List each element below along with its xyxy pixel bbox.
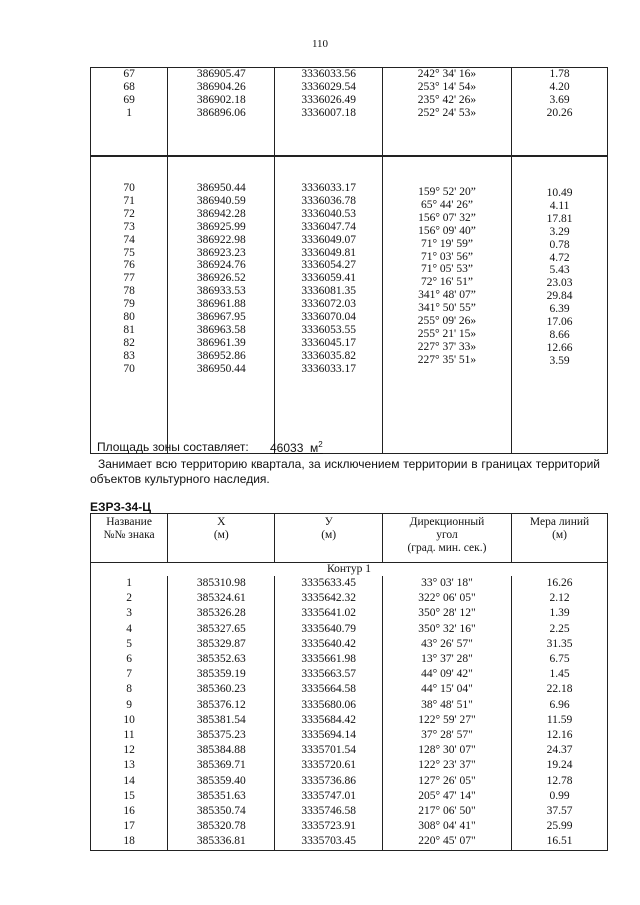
cell-value: 350° 28' 12" xyxy=(418,607,476,620)
cell-value: 386952.86 xyxy=(196,349,246,362)
cell-value: 3335642.32 xyxy=(301,592,356,605)
cell-value: 385369.71 xyxy=(196,759,246,772)
cell-value: 3335701.54 xyxy=(301,744,356,757)
cell-value: 13° 37' 28" xyxy=(421,653,473,666)
cell-value: 385384.88 xyxy=(196,744,246,757)
cell-value: 385350.74 xyxy=(196,805,246,818)
cell-value: 78 xyxy=(123,285,135,298)
cell-value: 16 xyxy=(123,805,135,818)
cell-value: 253° 14' 54» xyxy=(417,80,477,93)
cell-value: 3336045.17 xyxy=(301,336,356,349)
cell-value: 33° 03' 18" xyxy=(421,577,473,589)
cell-value: 3335641.02 xyxy=(301,607,356,620)
coordinates-table-contour-2 xyxy=(90,156,608,454)
cell-value: 3336047.74 xyxy=(301,220,356,233)
cell-value: 3336040.53 xyxy=(301,207,356,220)
page-number: 110 xyxy=(311,38,329,50)
cell-value: 385324.61 xyxy=(196,592,246,605)
direction-angle-column xyxy=(382,157,511,454)
cell-value: 3335694.14 xyxy=(301,729,356,742)
cell-value: 3335640.79 xyxy=(301,622,356,635)
cell-value: 7 xyxy=(126,668,132,681)
cell-value: 386950.44 xyxy=(196,362,246,375)
cell-value: 13 xyxy=(123,759,135,772)
cell-value: 3336059.41 xyxy=(301,272,356,285)
cell-value: 385375.23 xyxy=(196,729,246,742)
cell-value: 11 xyxy=(123,729,135,742)
cell-value: 3336033.17 xyxy=(301,362,356,375)
cell-value: 350° 32' 16" xyxy=(418,622,476,635)
cell-value: 6.75 xyxy=(549,653,570,666)
cell-value: 23.03 xyxy=(546,277,573,290)
cell-value: 386923.23 xyxy=(196,246,246,259)
cell-value: 72° 16' 51” xyxy=(420,276,473,289)
cell-value: 385310.98 xyxy=(196,577,246,589)
cell-value: 15 xyxy=(123,789,135,802)
cell-value: 227° 35' 51» xyxy=(417,353,477,366)
cell-value: 3336029.54 xyxy=(301,80,356,93)
zone-description: Занимает всю территорию квартала, за исключением территории в границах территорий объектов культурного наследия. xyxy=(90,457,600,486)
cell-value: 17.81 xyxy=(546,212,573,225)
cell-value: 3335684.42 xyxy=(301,713,356,726)
cell-value: 8 xyxy=(126,683,132,696)
cell-value: 1.39 xyxy=(549,607,570,620)
cell-value: 74 xyxy=(123,233,135,246)
cell-value: 76 xyxy=(123,259,135,272)
cell-value: 156° 09' 40” xyxy=(418,224,476,237)
cell-value: 3336070.04 xyxy=(301,311,356,324)
header-point-name: Название №№ знака xyxy=(91,514,168,563)
cell-value: 19.24 xyxy=(546,759,573,772)
cell-value: 5.43 xyxy=(549,264,570,277)
cell-value: 38° 48' 51" xyxy=(421,698,473,711)
cell-value: 3335664.58 xyxy=(301,683,356,696)
cell-value: 386933.53 xyxy=(196,285,246,298)
cell-value: 3335703.45 xyxy=(301,835,356,848)
cell-value: 3336072.03 xyxy=(301,298,356,311)
cell-value: 12.16 xyxy=(546,729,573,742)
cell-value: 4.20 xyxy=(549,80,570,93)
cell-value: 79 xyxy=(123,298,135,311)
header-line-length: Мера линий (м) xyxy=(512,514,608,563)
cell-value: 80 xyxy=(123,311,135,324)
cell-value: 3335633.45 xyxy=(301,577,356,589)
point-number-column xyxy=(91,68,168,156)
cell-value: 3.69 xyxy=(549,93,570,106)
cell-value: 12.66 xyxy=(546,341,573,354)
line-length-column xyxy=(512,576,608,850)
cell-value: 4.11 xyxy=(549,199,570,212)
cell-value: 71 xyxy=(123,194,135,207)
cell-value: 4 xyxy=(126,622,132,635)
cell-value: 1 xyxy=(126,577,132,589)
cell-value: 31.35 xyxy=(546,637,573,650)
cell-value: 83 xyxy=(123,349,135,362)
cell-value: 16.26 xyxy=(546,577,573,589)
cell-value: 122° 59' 27" xyxy=(418,713,476,726)
coordinates-table-zone xyxy=(90,513,608,851)
cell-value: 3.59 xyxy=(549,354,570,367)
cell-value: 3335680.06 xyxy=(301,698,356,711)
area-label: Площадь зоны составляет: xyxy=(97,440,249,454)
cell-value: 386926.52 xyxy=(196,272,246,285)
cell-value: 3335720.61 xyxy=(301,759,356,772)
cell-value: 386950.44 xyxy=(196,182,246,194)
cell-value: 3336053.55 xyxy=(301,323,356,336)
cell-value: 77 xyxy=(123,272,135,285)
cell-value: 71° 05' 53” xyxy=(420,263,473,276)
cell-value: 386924.76 xyxy=(196,259,246,272)
cell-value: 10 xyxy=(123,713,135,726)
cell-value: 217° 06' 50" xyxy=(418,805,476,818)
cell-value: 159° 52' 20” xyxy=(418,186,476,198)
cell-value: 12.78 xyxy=(546,774,573,787)
cell-value: 5 xyxy=(126,637,132,650)
zone-title: ЕЗРЗ-34-Ц xyxy=(90,500,151,514)
cell-value: 386925.99 xyxy=(196,220,246,233)
cell-value: 386905.47 xyxy=(196,68,246,80)
cell-value: 0.99 xyxy=(549,789,570,802)
cell-value: 128° 30' 07" xyxy=(418,744,476,757)
cell-value: 3336007.18 xyxy=(301,106,356,119)
cell-value: 2 xyxy=(126,592,132,605)
cell-value: 227° 37' 33» xyxy=(417,340,477,353)
cell-value: 385329.87 xyxy=(196,637,246,650)
cell-value: 10.49 xyxy=(546,187,573,199)
cell-value: 156° 07' 32” xyxy=(418,211,476,224)
cell-value: 81 xyxy=(123,323,135,336)
cell-value: 6.96 xyxy=(549,698,570,711)
cell-value: 341° 50' 55” xyxy=(418,302,476,315)
cell-value: 386961.39 xyxy=(196,336,246,349)
cell-value: 71° 03' 56” xyxy=(420,250,473,263)
cell-value: 122° 23' 37" xyxy=(418,759,476,772)
cell-value: 8.66 xyxy=(549,328,570,341)
cell-value: 385352.63 xyxy=(196,653,246,666)
cell-value: 37.57 xyxy=(546,805,573,818)
cell-value: 3336081.35 xyxy=(301,285,356,298)
cell-value: 12 xyxy=(123,744,135,757)
cell-value: 205° 47' 14" xyxy=(418,789,476,802)
cell-value: 3336049.07 xyxy=(301,233,356,246)
cell-value: 385326.28 xyxy=(196,607,246,620)
area-value: 46033 $м^2$ xyxy=(270,440,323,455)
cell-value: 11.59 xyxy=(546,713,573,726)
cell-value: 17.06 xyxy=(546,316,573,329)
cell-value: 4.72 xyxy=(549,251,570,264)
cell-value: 82 xyxy=(123,336,135,349)
cell-value: 2.12 xyxy=(549,592,570,605)
cell-value: 9 xyxy=(126,698,132,711)
cell-value: 1 xyxy=(126,106,132,119)
cell-value: 386940.59 xyxy=(196,194,246,207)
cell-value: 3335661.98 xyxy=(301,653,356,666)
cell-value: 75 xyxy=(123,246,135,259)
cell-value: 235° 42' 26» xyxy=(417,93,477,106)
contour-row xyxy=(91,563,608,577)
cell-value: 1.78 xyxy=(549,68,570,80)
cell-value: 322° 06' 05" xyxy=(418,592,476,605)
cell-value: 385336.81 xyxy=(196,835,246,848)
cell-value: 70 xyxy=(123,182,135,194)
cell-value: 18 xyxy=(123,835,135,848)
cell-value: 386961.88 xyxy=(196,298,246,311)
cell-value: 3336049.81 xyxy=(301,246,356,259)
cell-value: 29.84 xyxy=(546,290,573,303)
cell-value: 3336036.78 xyxy=(301,194,356,207)
cell-value: 68 xyxy=(123,80,135,93)
cell-value: 385381.54 xyxy=(196,713,246,726)
cell-value: 252° 24' 53» xyxy=(417,106,477,119)
cell-value: 3336054.27 xyxy=(301,259,356,272)
header-x: X (м) xyxy=(168,514,275,563)
cell-value: 385320.78 xyxy=(196,820,246,833)
cell-value: 3.29 xyxy=(549,225,570,238)
cell-value: 220° 45' 07" xyxy=(418,835,476,848)
cell-value: 43° 26' 57" xyxy=(421,637,473,650)
cell-value: 37° 28' 57" xyxy=(421,729,473,742)
x-coordinate-column xyxy=(168,68,275,156)
cell-value: 67 xyxy=(123,68,135,80)
cell-value: 385351.63 xyxy=(196,789,246,802)
cell-value: 6.39 xyxy=(549,303,570,316)
cell-value: 386942.28 xyxy=(196,207,246,220)
cell-value: 308° 04' 41" xyxy=(418,820,476,833)
header-y: У (м) xyxy=(275,514,382,563)
cell-value: 385376.12 xyxy=(196,698,246,711)
y-coordinate-column xyxy=(275,68,382,156)
cell-value: 385360.23 xyxy=(196,683,246,696)
line-length-column xyxy=(512,68,608,156)
point-number-column xyxy=(91,576,168,850)
cell-value: 386967.95 xyxy=(196,311,246,324)
header-direction-angle: Дирекционный угол (град. мин. сек.) xyxy=(382,514,511,563)
cell-value: 385359.40 xyxy=(196,774,246,787)
cell-value: 20.26 xyxy=(546,106,573,119)
cell-value: 16.51 xyxy=(546,835,573,848)
cell-value: 71° 19' 59” xyxy=(420,237,473,250)
cell-value: 2.25 xyxy=(549,622,570,635)
cell-value: 386922.98 xyxy=(196,233,246,246)
cell-value: 127° 26' 05" xyxy=(418,774,476,787)
cell-value: 3335736.86 xyxy=(301,774,356,787)
cell-value: 255° 21' 15» xyxy=(417,327,477,340)
coordinates-table-continuation xyxy=(90,67,608,156)
cell-value: 341° 48' 07” xyxy=(418,289,476,302)
direction-angle-column xyxy=(382,68,511,156)
y-coordinate-column xyxy=(275,157,382,454)
cell-value: 386904.26 xyxy=(196,80,246,93)
cell-value: 3336033.56 xyxy=(301,68,356,80)
cell-value: 385327.65 xyxy=(196,622,246,635)
cell-value: 385359.19 xyxy=(196,668,246,681)
cell-value: 386963.58 xyxy=(196,323,246,336)
cell-value: 3335746.58 xyxy=(301,805,356,818)
cell-value: 22.18 xyxy=(546,683,573,696)
cell-value: 3335640.42 xyxy=(301,637,356,650)
cell-value: 3 xyxy=(126,607,132,620)
cell-value: 1.45 xyxy=(549,668,570,681)
cell-value: 3335723.91 xyxy=(301,820,356,833)
line-length-column xyxy=(512,157,608,454)
point-number-column xyxy=(91,157,168,454)
cell-value: 44° 09' 42" xyxy=(421,668,473,681)
cell-value: 69 xyxy=(123,93,135,106)
cell-value: 3335747.01 xyxy=(301,789,356,802)
cell-value: 24.37 xyxy=(546,744,573,757)
cell-value: 25.99 xyxy=(546,820,573,833)
cell-value: 6 xyxy=(126,653,132,666)
contour-label: Контур 1 xyxy=(91,563,608,577)
table-header-row xyxy=(91,514,608,563)
cell-value: 65° 44' 26” xyxy=(420,198,473,211)
cell-value: 242° 34' 16» xyxy=(417,68,477,80)
cell-value: 3335663.57 xyxy=(301,668,356,681)
cell-value: 386896.06 xyxy=(196,106,246,119)
cell-value: 70 xyxy=(123,362,135,375)
cell-value: 0.78 xyxy=(549,238,570,251)
direction-angle-column xyxy=(382,576,511,850)
cell-value: 3336035.82 xyxy=(301,349,356,362)
x-coordinate-column xyxy=(168,157,275,454)
x-coordinate-column xyxy=(168,576,275,850)
cell-value: 255° 09' 26» xyxy=(417,315,477,328)
cell-value: 3336033.17 xyxy=(301,182,356,194)
cell-value: 73 xyxy=(123,220,135,233)
cell-value: 72 xyxy=(123,207,135,220)
cell-value: 3336026.49 xyxy=(301,93,356,106)
cell-value: 17 xyxy=(123,820,135,833)
cell-value: 14 xyxy=(123,774,135,787)
cell-value: 44° 15' 04" xyxy=(421,683,473,696)
cell-value: 386902.18 xyxy=(196,93,246,106)
y-coordinate-column xyxy=(275,576,382,850)
